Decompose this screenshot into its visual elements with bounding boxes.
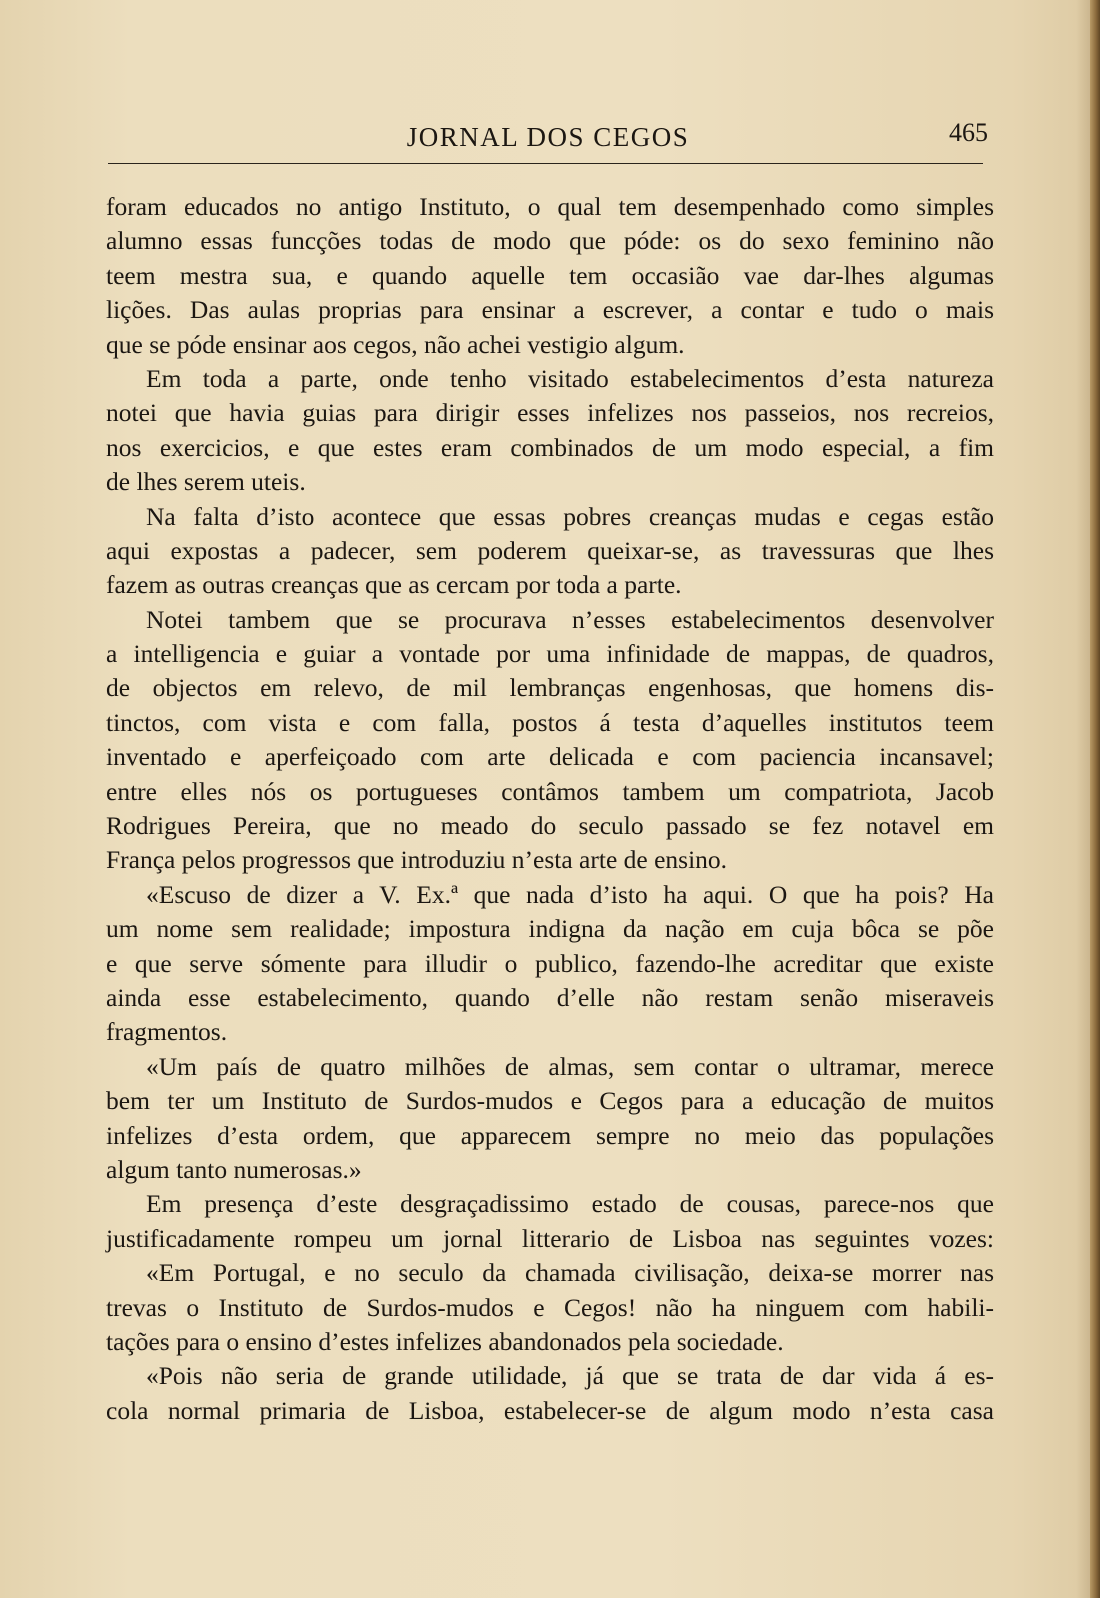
text-line: teem mestra sua, e quando aquelle tem occasião vae dar-lhes algumas bbox=[106, 260, 994, 290]
text-line: alumno essas funcções todas de modo que póde: os do sexo feminino não bbox=[106, 226, 994, 256]
text-line: lições. Das aulas proprias para ensinar a escrever, a contar e tudo o mais bbox=[106, 295, 994, 325]
text-line: e que serve sómente para illudir o publico, fazendo-lhe acreditar que existe bbox=[106, 948, 994, 978]
page-edge-shadow bbox=[1076, 0, 1090, 1598]
header-rule bbox=[108, 163, 983, 164]
text-line: Em presença d’este desgraçadissimo estado de cousas, parece-nos que bbox=[146, 1189, 994, 1219]
text-line: «Um país de quatro milhões de almas, sem contar o ultramar, merece bbox=[146, 1051, 994, 1081]
text-line: Em toda a parte, onde tenho visitado estabelecimentos d’esta natureza bbox=[146, 363, 994, 393]
text-line: que se póde ensinar aos cegos, não achei vestigio algum. bbox=[106, 329, 685, 359]
text-line: entre elles nós os portugueses contâmos tambem um compatriota, Jacob bbox=[106, 776, 994, 806]
text-line: algum tanto numerosas.» bbox=[106, 1154, 362, 1184]
text-line: Notei tambem que se procurava n’esses estabelecimentos desenvolver bbox=[146, 604, 994, 634]
text-line: nos exercicios, e que estes eram combinados de um modo especial, a fim bbox=[106, 432, 994, 462]
text-line: notei que havia guias para dirigir esses infelizes nos passeios, nos recreios, bbox=[106, 398, 994, 428]
text-line: fazem as outras creanças que as cercam por toda a parte. bbox=[106, 570, 682, 600]
page-edge bbox=[1090, 0, 1100, 1598]
running-head bbox=[108, 120, 988, 156]
text-line: fragmentos. bbox=[106, 1017, 228, 1047]
text-line: tações para o ensino d’estes infelizes abandonados pela sociedade. bbox=[106, 1326, 784, 1356]
text-line: «Pois não seria de grande utilidade, já que se trata de dar vida á es- bbox=[146, 1361, 994, 1391]
running-title: JORNAL DOS CEGOS bbox=[406, 122, 690, 152]
text-line: Na falta d’isto acontece que essas pobres creanças mudas e cegas estão bbox=[146, 501, 994, 531]
text-line: Rodrigues Pereira, que no meado do seculo passado se fez notavel em bbox=[106, 811, 994, 841]
text-line: um nome sem realidade; impostura indigna da nação em cuja bôca se põe bbox=[106, 914, 994, 944]
text-line: foram educados no antigo Instituto, o qual tem desempenhado como simples bbox=[106, 192, 994, 221]
body-text bbox=[106, 190, 994, 1428]
text-line: trevas o Instituto de Surdos-mudos e Cegos! não ha ninguem com habili- bbox=[106, 1292, 994, 1322]
text-line: cola normal primaria de Lisboa, estabelecer-se de algum modo n’esta casa bbox=[106, 1395, 994, 1425]
text-line: «Escuso de dizer a V. Ex.ª que nada d’isto ha aqui. O que ha pois? Ha bbox=[146, 879, 994, 909]
page-number: 465 bbox=[949, 118, 988, 147]
text-line: inventado e aperfeiçoado com arte delicada e com paciencia incansavel; bbox=[106, 742, 994, 772]
text-line: ainda esse estabelecimento, quando d’elle não restam senão miseraveis bbox=[106, 982, 994, 1012]
text-line: de objectos em relevo, de mil lembranças engenhosas, que homens dis- bbox=[106, 673, 994, 703]
text-line: justificadamente rompeu um jornal litterario de Lisboa nas seguintes vozes: bbox=[106, 1223, 994, 1253]
text-line: de lhes serem uteis. bbox=[106, 467, 306, 497]
text-line: aqui expostas a padecer, sem poderem queixar-se, as travessuras que lhes bbox=[106, 535, 994, 565]
text-line: bem ter um Instituto de Surdos-mudos e Cegos para a educação de muitos bbox=[106, 1086, 994, 1116]
text-line: a intelligencia e guiar a vontade por uma infinidade de mappas, de quadros, bbox=[106, 639, 994, 669]
text-line: infelizes d’esta ordem, que apparecem sempre no meio das populações bbox=[106, 1120, 994, 1150]
text-line: França pelos progressos que introduziu n’esta arte de ensino. bbox=[106, 845, 728, 875]
text-line: tinctos, com vista e com falla, postos á testa d’aquelles institutos teem bbox=[106, 707, 994, 737]
text-line: «Em Portugal, e no seculo da chamada civilisação, deixa-se morrer nas bbox=[146, 1258, 994, 1288]
